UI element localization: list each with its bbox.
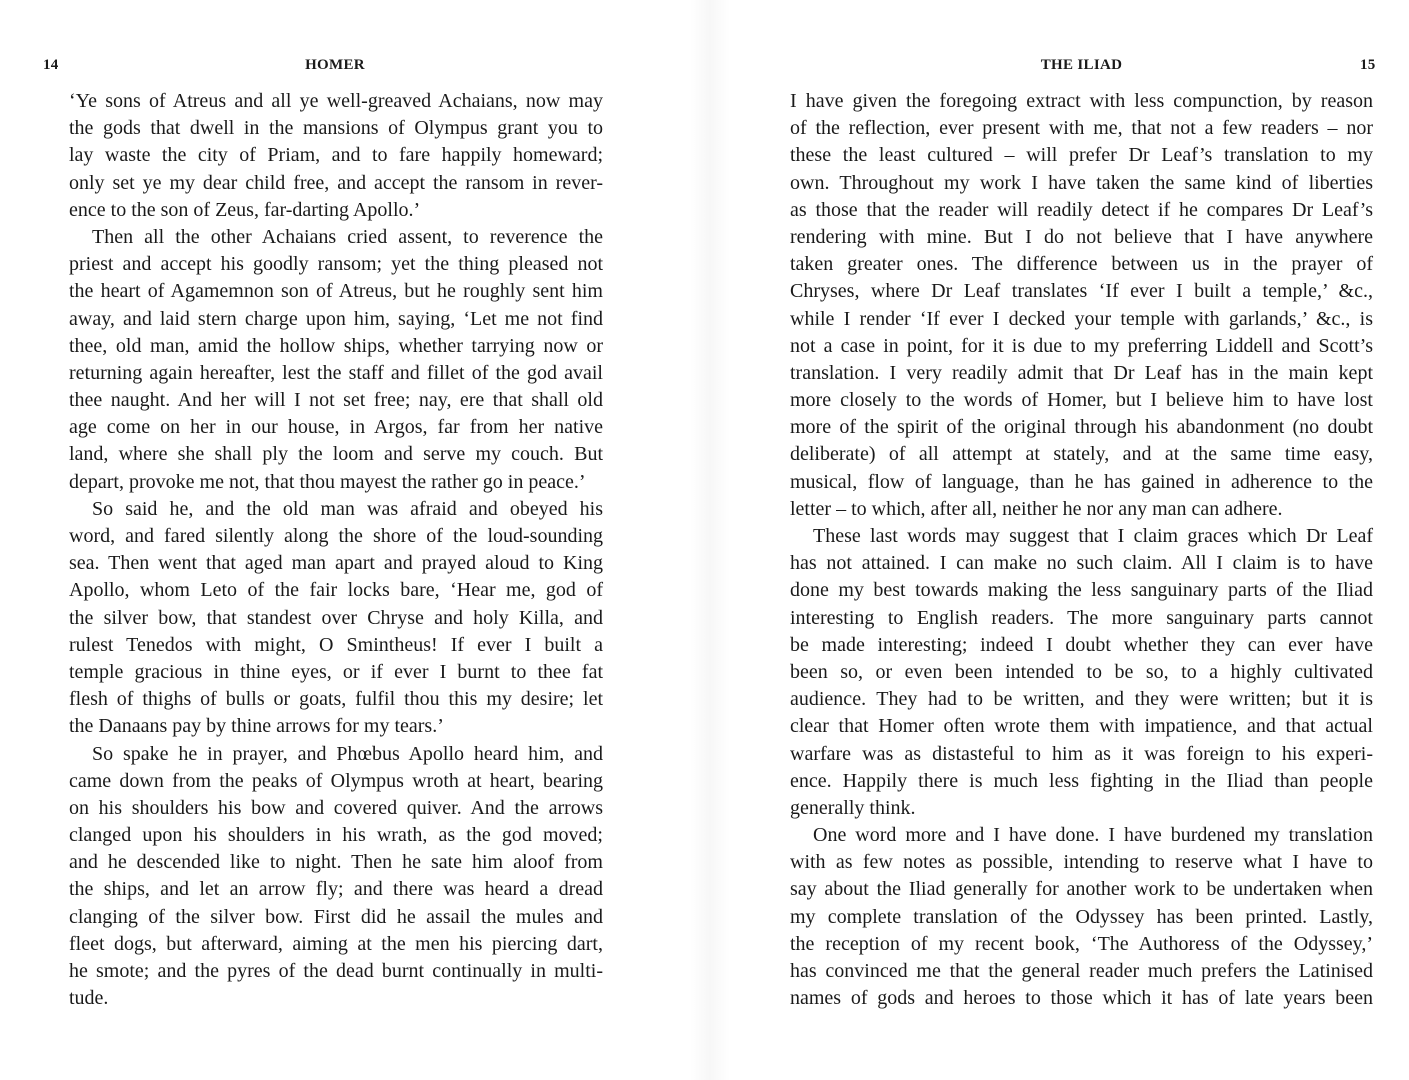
text-line: names of gods and heroes to those which it has of late years been	[790, 987, 1373, 1010]
text-line: Apollo, whom Leto of the fair locks bare, ‘Hear me, god of	[69, 579, 603, 602]
text-line: the heart of Agamemnon son of Atreus, but he roughly sent him	[69, 280, 603, 303]
text-line: more closely to the words of Homer, but I believe him to have lost	[790, 389, 1373, 412]
text-line: clear that Homer often wrote them with impatience, and that actual	[790, 715, 1373, 738]
text-line: priest and accept his goodly ransom; yet the thing pleased not	[69, 253, 603, 276]
text-line: my complete translation of the Odyssey has been printed. Lastly,	[790, 905, 1373, 928]
text-line: word, and fared silently along the shore of the loud-sounding	[69, 525, 603, 547]
text-line: while I render ‘If ever I decked your temple with garlands,’ &c., is	[790, 307, 1373, 330]
text-line: audience. They had to be written, and they were written; but it is	[790, 688, 1373, 711]
text-line: musical, flow of language, than he has gained in adherence to the	[790, 470, 1373, 493]
page-body	[69, 88, 603, 1012]
text-line: ence. Happily there is much less fighting in the Iliad than people	[790, 769, 1373, 792]
text-line: and he descended like to night. Then he sate him aloof from	[69, 851, 603, 874]
text-line: these the least cultured – will prefer Dr Leaf’s translation to my	[790, 144, 1373, 167]
text-line: done my best towards making the less sanguinary parts of the Iliad	[790, 579, 1373, 602]
text-line: land, where she shall ply the loom and serve my couch. But	[69, 443, 603, 466]
text-line: came down from the peaks of Olympus wroth at heart, bearing	[69, 769, 603, 792]
text-line: letter – to which, after all, neither he nor any man can adhere.	[790, 497, 1283, 520]
text-line: as those that the reader will readily detect if he compares Dr Leaf’s	[790, 198, 1373, 221]
text-line: Chryses, where Dr Leaf translates ‘If ever I built a temple,’ &c.,	[790, 280, 1373, 303]
text-line: rulest Tenedos with might, O Smintheus! If ever I built a	[69, 633, 603, 656]
text-line: interesting to English readers. The more sanguinary parts cannot	[790, 606, 1373, 629]
text-line: These last words may suggest that I claim graces which Dr Leaf	[813, 525, 1373, 547]
text-line: One word more and I have done. I have burdened my translation	[813, 824, 1373, 847]
text-line: be made interesting; indeed I doubt whether they can ever have	[790, 633, 1373, 656]
text-line: been so, or even been intended to be so, to a highly cultivated	[790, 660, 1373, 683]
text-line: thee, old man, amid the hollow ships, whether tarrying now or	[69, 334, 603, 357]
running-head: THE ILIAD	[1040, 57, 1123, 73]
text-line: has convinced me that the general reader much prefers the Latinised	[790, 960, 1373, 982]
text-line: Then all the other Achaians cried assent, to reverence the	[92, 225, 603, 248]
text-line: away, and laid stern charge upon him, saying, ‘Let me not find	[69, 307, 603, 330]
text-line: ence to the son of Zeus, far-darting Apollo.’	[69, 198, 421, 221]
page-number: 14	[43, 57, 59, 73]
text-line: the silver bow, that standest over Chryse and holy Killa, and	[69, 606, 603, 629]
text-line: warfare was as distasteful to him as it was foreign to his experi-	[790, 742, 1373, 765]
text-line: taken greater ones. The difference between us in the prayer of	[790, 253, 1373, 276]
text-line: So spake he in prayer, and Phœbus Apollo heard him, and	[92, 742, 603, 765]
text-line: with as few notes as possible, intending to reserve what I have to	[790, 851, 1373, 874]
text-line: own. Throughout my work I have taken the same kind of liberties	[790, 171, 1373, 194]
text-line: sea. Then went that aged man apart and prayed aloud to King	[69, 552, 603, 575]
text-line: the gods that dwell in the mansions of Olympus grant you to	[69, 117, 603, 140]
left-page	[0, 0, 700, 1080]
text-line: tude.	[69, 987, 109, 1010]
text-line: lay waste the city of Priam, and to fare happily homeward;	[69, 144, 603, 167]
text-line: rendering with mine. But I do not believe that I have anywhere	[790, 225, 1373, 248]
text-line: returning again hereafter, lest the staff and fillet of the god avail	[69, 361, 603, 384]
text-line: deliberate) of all attempt at stately, and at the same time easy,	[790, 443, 1373, 466]
text-line: So said he, and the old man was afraid and obeyed his	[92, 497, 603, 520]
text-line: only set ye my dear child free, and accept the ransom in rever-	[69, 171, 603, 194]
running-head: HOMER	[305, 57, 365, 73]
text-line: more of the spirit of the original through his abandonment (no doubt	[790, 416, 1373, 439]
text-line: the reception of my recent book, ‘The Authoress of the Odyssey,’	[790, 932, 1373, 955]
text-line: he smote; and the pyres of the dead burnt continually in multi-	[69, 960, 603, 982]
text-line: temple gracious in thine eyes, or if ever I burnt to thee fat	[69, 660, 603, 683]
text-line: ‘Ye sons of Atreus and all ye well-greaved Achaians, now may	[69, 90, 603, 112]
text-line: clanged upon his shoulders in his wrath, as the god moved;	[69, 824, 603, 847]
text-line: on his shoulders his bow and covered quiver. And the arrows	[69, 796, 603, 819]
text-line: thee naught. And her will I not set free; nay, ere that shall old	[69, 389, 603, 412]
text-line: has not attained. I can make no such claim. All I claim is to have	[790, 552, 1373, 575]
page-body	[790, 88, 1373, 1012]
text-line: age come on her in our house, in Argos, far from her native	[69, 416, 603, 439]
text-line: flesh of thighs of bulls or goats, fulfil thou this my desire; let	[69, 688, 603, 711]
text-line: I have given the foregoing extract with less compunction, by reason	[790, 90, 1373, 112]
text-line: the ships, and let an arrow fly; and there was heard a dread	[69, 878, 603, 901]
text-line: depart, provoke me not, that thou mayest the rather go in peace.’	[69, 470, 586, 493]
text-line: translation. I very readily admit that Dr Leaf has in the main kept	[790, 361, 1373, 384]
text-line: generally think.	[790, 796, 916, 819]
text-line: the Danaans pay by thine arrows for my tears.’	[69, 715, 444, 738]
text-line: clanging of the silver bow. First did he assail the mules and	[69, 905, 603, 928]
right-page	[720, 0, 1409, 1080]
text-line: say about the Iliad generally for another work to be undertaken when	[790, 878, 1373, 901]
text-line: fleet dogs, but afterward, aiming at the men his piercing dart,	[69, 932, 603, 955]
text-line: not a case in point, for it is due to my preferring Liddell and Scott’s	[790, 334, 1373, 357]
page-number: 15	[1360, 57, 1376, 73]
text-line: of the reflection, ever present with me, that not a few readers – nor	[790, 117, 1373, 140]
